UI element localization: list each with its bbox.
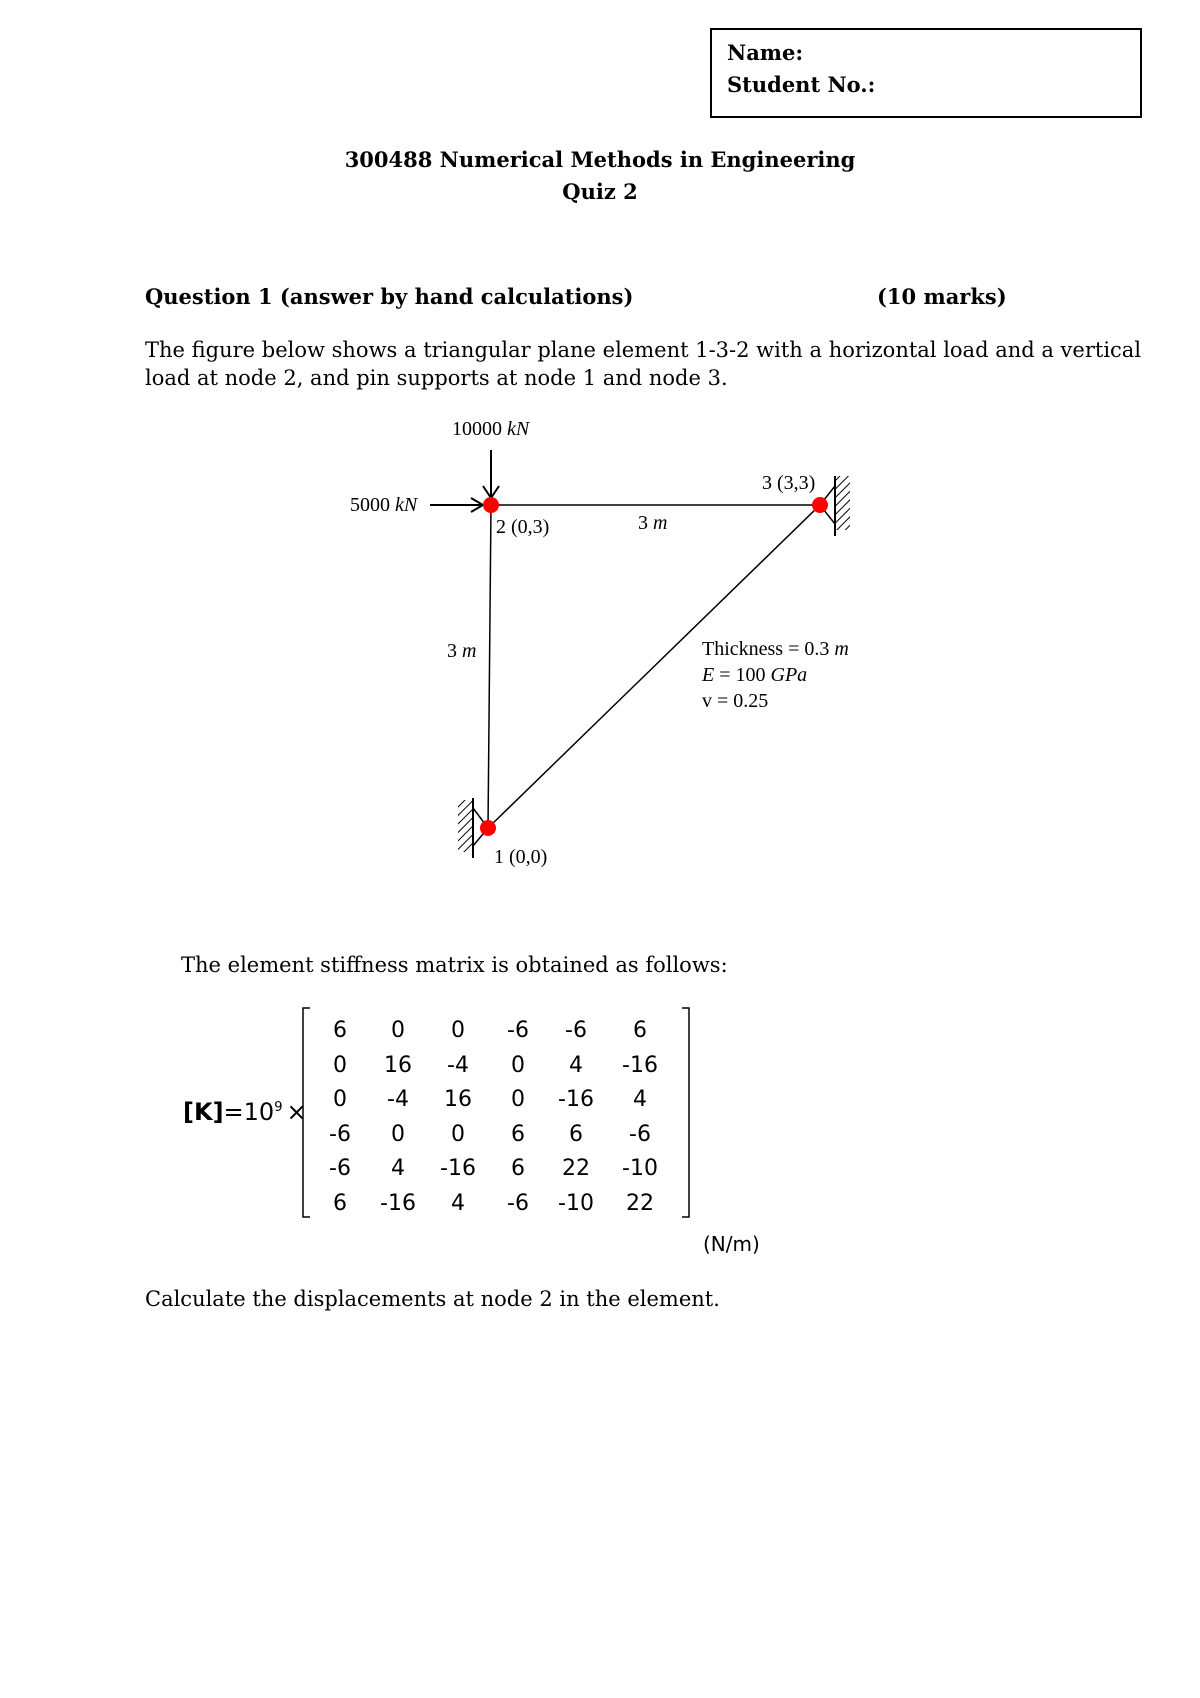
matrix-cell: 22	[562, 1156, 590, 1181]
matrix-cell: 0	[451, 1018, 465, 1043]
matrix-cell: 0	[511, 1087, 525, 1112]
matrix-cell: -16	[380, 1190, 416, 1216]
node-2-dot	[483, 497, 499, 513]
matrix-cell: 0	[451, 1121, 465, 1147]
matrix-cell: 4	[391, 1156, 405, 1181]
node-3-dot	[812, 497, 828, 513]
matrix-cell: -16	[558, 1087, 594, 1112]
matrix-units: (N/m)	[703, 1232, 760, 1256]
matrix-cell: 6	[511, 1121, 525, 1147]
matrix-cell: 16	[444, 1087, 472, 1112]
student-number-label: Student No.:	[727, 72, 876, 97]
matrix-cell: 6	[511, 1156, 525, 1181]
matrix-cell: -6	[329, 1121, 351, 1147]
vertical-length-label: 3 m	[447, 640, 477, 662]
matrix-cell: 4	[451, 1190, 465, 1216]
matrix-cell: 4	[569, 1052, 583, 1078]
closing-question: Calculate the displacements at node 2 in the element.	[145, 1287, 720, 1311]
poisson-ratio-label: v = 0.25	[702, 690, 769, 712]
matrix-cell: 0	[333, 1087, 347, 1112]
matrix-cell: -6	[629, 1121, 651, 1147]
matrix-cell: -10	[558, 1190, 594, 1216]
matrix-cell: -16	[622, 1052, 658, 1078]
vertical-load-label: 10000 kN	[452, 418, 530, 440]
youngs-modulus-label: E = 100 GPa	[702, 664, 808, 686]
quiz-title: Quiz 2	[562, 179, 638, 204]
matrix-cell: -4	[447, 1052, 469, 1078]
thickness-label: Thickness = 0.3 m	[702, 638, 849, 660]
edge-2-1	[488, 505, 491, 828]
node-1-dot	[480, 820, 496, 836]
matrix-cell: -6	[507, 1190, 529, 1216]
matrix-cell: 0	[511, 1052, 525, 1078]
matrix-cell: -6	[565, 1018, 587, 1043]
question-marks: (10 marks)	[877, 284, 1007, 309]
question-text-line-2: load at node 2, and pin supports at node 1 and node 3.	[145, 366, 728, 390]
name-label: Name:	[727, 40, 804, 65]
node-3-label: 3 (3,3)	[762, 472, 816, 494]
matrix-cell: -6	[329, 1156, 351, 1181]
stiffness-matrix-label: $[K]=10^9$ ×	[183, 1098, 307, 1126]
matrix-cell: -10	[622, 1156, 658, 1181]
node-2-label: 2 (0,3)	[496, 516, 550, 538]
matrix-cell: 0	[333, 1052, 347, 1078]
question-heading: Question 1 (answer by hand calculations)	[145, 284, 634, 309]
vertical-load-arrow	[483, 450, 499, 498]
matrix-cell: 16	[384, 1052, 412, 1078]
matrix-cell: -6	[507, 1018, 529, 1043]
question-text-line-1: The figure below shows a triangular plane element 1-3-2 with a horizontal load and a vertical	[145, 338, 1142, 362]
stiffness-matrix	[310, 1018, 690, 1218]
matrix-cell: 0	[391, 1121, 405, 1147]
matrix-cell: -16	[440, 1156, 476, 1181]
matrix-cell: 6	[569, 1121, 583, 1147]
matrix-cell: -4	[387, 1087, 409, 1112]
matrix-intro: The element stiffness matrix is obtained as follows:	[181, 953, 728, 977]
matrix-cell: 4	[633, 1087, 647, 1112]
matrix-cell: 6	[333, 1190, 347, 1216]
horizontal-load-arrow	[430, 498, 483, 512]
horizontal-load-label: 5000 kN	[350, 494, 418, 516]
course-title: 300488 Numerical Methods in Engineering	[344, 147, 856, 172]
node-1-label: 1 (0,0)	[494, 846, 548, 868]
matrix-cell: 0	[391, 1018, 405, 1043]
matrix-cell: 6	[333, 1018, 347, 1043]
horizontal-length-label: 3 m	[638, 512, 668, 534]
matrix-cell: 22	[626, 1190, 654, 1216]
matrix-cell: 6	[633, 1018, 647, 1043]
